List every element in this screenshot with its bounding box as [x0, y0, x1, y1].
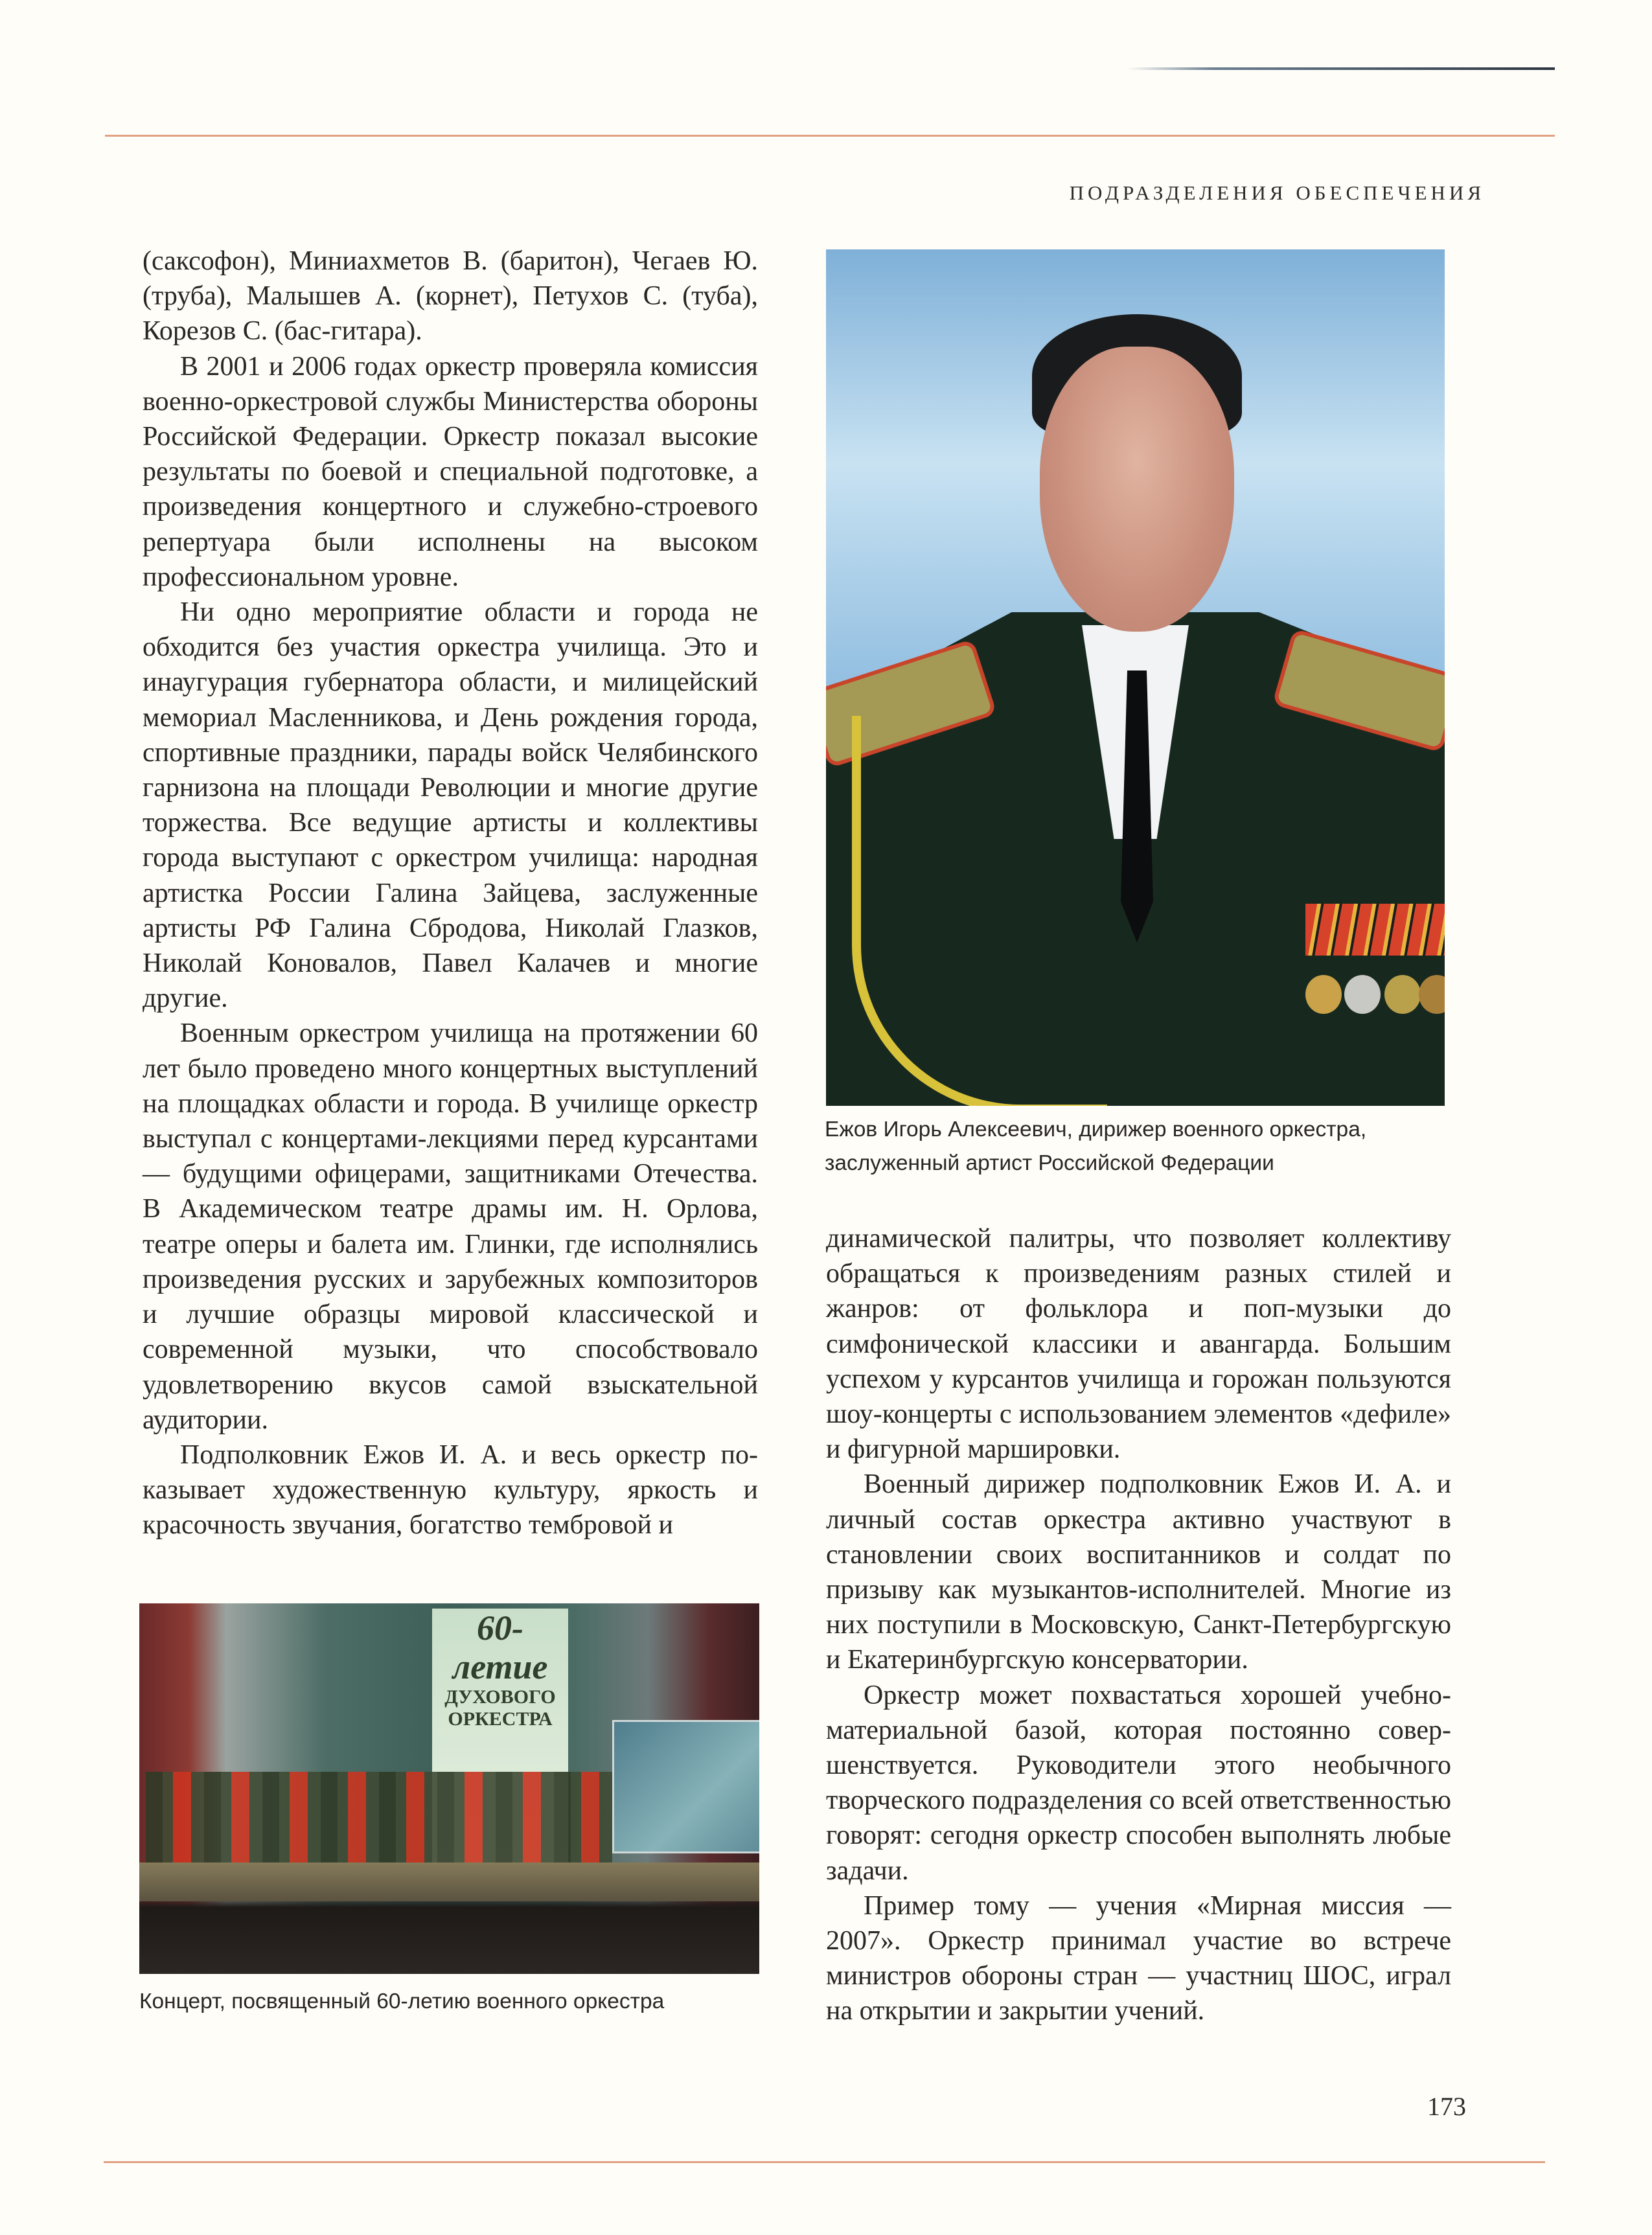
- projection-screen: [612, 1720, 759, 1853]
- caption-line: Ежов Игорь Алексеевич, дирижер военного оркестра,: [825, 1118, 1367, 1141]
- paragraph: (саксофон), Миниахметов В. (баритон), Чегаев Ю. (труба), Малышев А. (корнет), Петухов С. (туба), Корезов С. (бас-гитара).: [143, 246, 758, 347]
- banner-text: 60-летие: [452, 1609, 548, 1686]
- medal-icon: [1384, 975, 1421, 1014]
- banner-text: ДУХОВОГО: [444, 1686, 556, 1708]
- left-text-column: [143, 244, 758, 1543]
- portrait-photo: [826, 249, 1445, 1106]
- stage-floor: [139, 1862, 759, 1901]
- paragraph: динамической палитры, что позволяет коллективу обращаться к произведениям разных стилей и жанров: от фольклора и поп-музыки до симфонической классики и авангарда. Большим успехом у курсантов училища и горожан пользуются шоу-концерты с использованием элементов «дефиле» и фигурной маршировки.: [826, 1224, 1451, 1465]
- portrait-caption: [825, 1113, 1466, 1180]
- medal-icon: [1305, 975, 1342, 1014]
- right-text-column: [826, 1221, 1451, 2029]
- medal-icon: [1344, 975, 1381, 1014]
- header-rule: [105, 135, 1555, 137]
- running-head: ПОДРАЗДЕЛЕНИЯ ОБЕСПЕЧЕНИЯ: [1069, 181, 1485, 204]
- paragraph: Пример тому — учения «Мирная миссия — 2007». Оркестр принимал участие во встрече министров обороны стран — участниц ШОС, играл на открытии и закрытии учений.: [826, 1890, 1451, 2026]
- orchestra-musicians: [146, 1772, 612, 1869]
- paragraph: Ни одно мероприятие области и города не обходится без участия оркестра училища. Это и инаугурация губернатора области, и милицейский мемориал Масленникова, и День рождения города, спортивные праздники, парады войск Челябинского гарнизона на площади Революции и многие другие торжества. Все ведущие артисты и коллективы города выступают с оркестром училища: народная артистка России Галина Зайцева, заслуженные артисты РФ Галина Сбродова, Николай Глазков, Николай Коновалов, Павел Калачев и многие другие.: [143, 597, 758, 1014]
- page-number: 173: [1427, 2092, 1466, 2121]
- face-shape: [1040, 347, 1234, 632]
- footer-rule: [104, 2161, 1545, 2163]
- top-edge-line: [1127, 67, 1555, 70]
- banner-text: ОРКЕСТРА: [448, 1708, 553, 1730]
- paragraph: Оркестр может похвастаться хорошей учебно-материальной базой, которая постоянно совершенствуется. Руководители этого необычного творческого подразделения со всей ответственностью говорят: сегодня оркестр способен выполнять любые задачи.: [826, 1680, 1451, 1886]
- paragraph: Военным оркестром училища на протяжении 60 лет было проведено много концертных выступлений на площадках области и города. В училище оркестр выступал с концертами-лекциями перед курсантами — будущими офицерами, защитниками Отечества. В Академическом театре драмы им. Н. Орлова, театре оперы и балета им. Глинки, где исполнялись произведения русских и зарубежных композиторов и лучшие образцы мировой классической и современной музыки, что способствовало удовлетворению вкусов самой взыскательной аудитории.: [143, 1018, 758, 1435]
- aiguillette-cord: [852, 716, 1107, 1106]
- paragraph: Подполковник Ежов И. А. и весь оркестр показывает художественную культуру, яркость и красочность звучания, богатство тембровой и: [143, 1439, 758, 1541]
- paragraph: В 2001 и 2006 годах оркестр проверяла комиссия военно-оркестровой службы Министерства обороны Российской Федерации. Оркестр показал высокие результаты по боевой и специальной подготовке, а произведения концертного и служебно-строевого репертуара были исполнены на высоком профессиональном уровне.: [143, 351, 758, 592]
- paragraph: Военный дирижер подполковник Ежов И. А. и личный состав оркестра активно участвуют в становлении своих воспитанников и солдат по призыву как музыкантов-исполнителей. Многие из них поступили в Московскую, Санкт-Петербургскую и Екатеринбургскую консерватории.: [826, 1469, 1451, 1675]
- concert-caption: Концерт, посвященный 60-летию военного оркестра: [139, 1989, 665, 2013]
- medal-ribbons: [1305, 904, 1445, 956]
- caption-line: заслуженный артист Российской Федерации: [825, 1151, 1274, 1175]
- concert-photo: [139, 1603, 759, 1974]
